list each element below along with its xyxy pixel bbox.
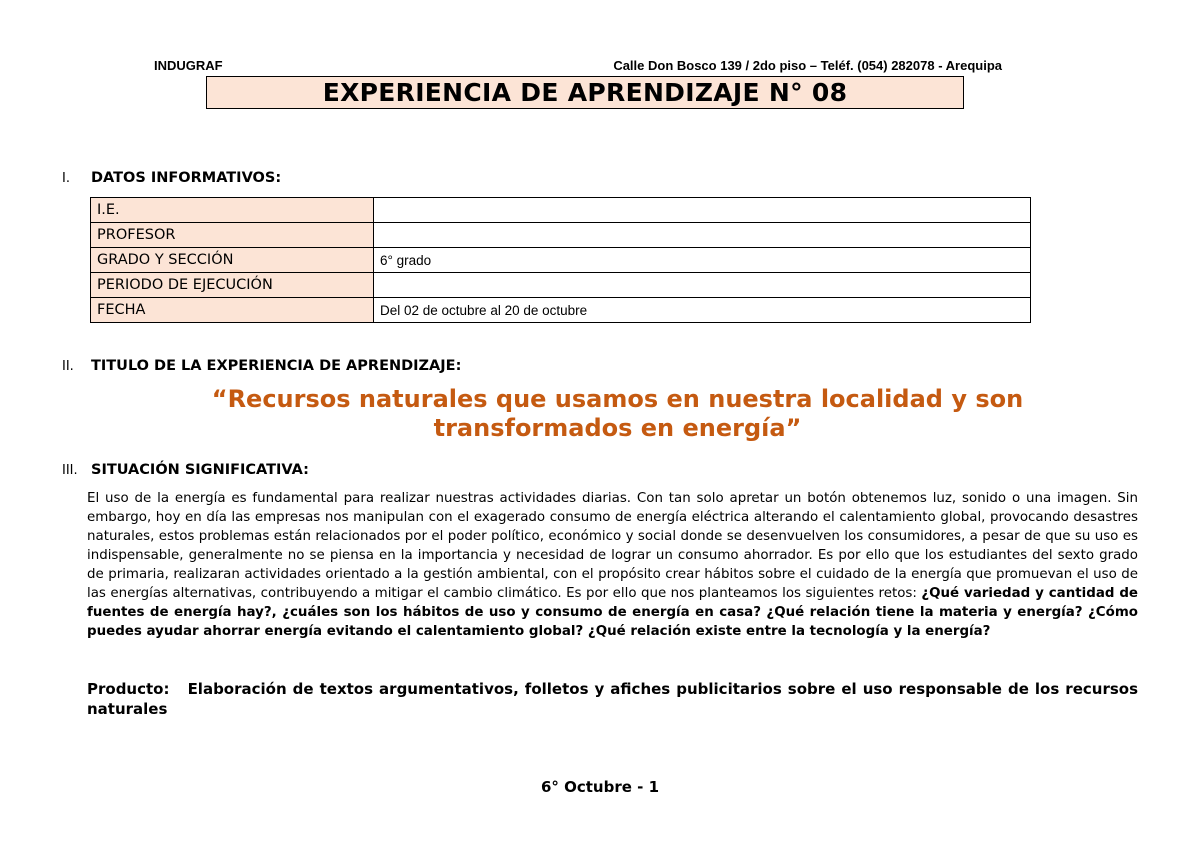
situation-questions: ¿Qué variedad y cantidad de fuentes de energía hay?, ¿cuáles son los hábitos de uso y consumo de energía en casa? ¿Qué relación tiene la materia y energía? ¿Cómo puedes ayudar ahorrar energía evitando el calentamiento global? ¿Qué relación existe entre la tecnología y la energía? xyxy=(87,586,1138,639)
product-description: Elaboración de textos argumentativos, folletos y afiches publicitarios sobre el uso responsable de los recursos naturales xyxy=(87,680,1139,718)
row-value-ie xyxy=(374,198,1031,223)
section-titulo-heading xyxy=(62,358,461,374)
row-value-fecha: Del 02 de octubre al 20 de octubre xyxy=(374,298,1031,323)
document-title-box xyxy=(206,76,964,109)
table-row xyxy=(91,198,1031,223)
section-datos-heading xyxy=(62,170,281,186)
header-address: Calle Don Bosco 139 / 2do piso – Teléf. (054) 282078 - Arequipa xyxy=(613,58,1002,73)
experience-title-line2: transformados en energía” xyxy=(433,414,802,442)
section-situacion-heading xyxy=(62,462,309,478)
row-label-fecha: FECHA xyxy=(91,298,374,323)
table-row xyxy=(91,223,1031,248)
section-number: II. xyxy=(62,359,74,374)
row-label-ie: I.E. xyxy=(91,198,374,223)
section-label: DATOS INFORMATIVOS: xyxy=(91,170,282,186)
row-label-profesor: PROFESOR xyxy=(91,223,374,248)
section-number: I. xyxy=(62,171,70,186)
situation-paragraph xyxy=(87,489,1138,641)
product-label: Producto: xyxy=(87,680,170,698)
row-value-profesor xyxy=(374,223,1031,248)
section-number: III. xyxy=(62,463,78,478)
situation-text: El uso de la energía es fundamental para realizar nuestras actividades diarias. Con tan solo apretar un botón obtenemos luz, sonido o una imagen. Sin embargo, hoy en día las empresas nos manipulan con el exagerado consumo de energía eléctrica alterando el calentamiento global, provocando desastres naturales, estos problemas están relacionados por el poder político, económico y social donde se desenvuelven los consumidores, a pesar de que su uso es indispensable, generalmente no se piensa en la importancia y necesidad de lograr un consumo ahorrador. Es por ello que los estudiantes del sexto grado de primaria, realizaran actividades orientado a la gestión ambiental, con el propósito crear hábitos sobre el cuidado de la energía que promuevan el uso de las energías alternativas, contribuyendo a mitigar el cambio climático. Es por ello que nos planteamos los siguientes retos: xyxy=(87,491,1138,601)
table-row xyxy=(91,273,1031,298)
experience-title-line1: “Recursos naturales que usamos en nuestra localidad y son xyxy=(211,385,1024,413)
row-value-periodo xyxy=(374,273,1031,298)
section-label: SITUACIÓN SIGNIFICATIVA: xyxy=(91,462,309,478)
table-row xyxy=(91,248,1031,273)
row-label-periodo: PERIODO DE EJECUCIÓN xyxy=(91,273,374,298)
experience-title xyxy=(90,385,1145,443)
section-label: TITULO DE LA EXPERIENCIA DE APRENDIZAJE: xyxy=(91,358,462,374)
product-paragraph xyxy=(87,679,1138,719)
row-value-grado: 6° grado xyxy=(374,248,1031,273)
page-footer: 6° Octubre - 1 xyxy=(540,778,660,796)
table-row xyxy=(91,298,1031,323)
document-title: EXPERIENCIA DE APRENDIZAJE N° 08 xyxy=(322,78,848,107)
row-label-grado: GRADO Y SECCIÓN xyxy=(91,248,374,273)
info-table xyxy=(90,197,1031,323)
header-company: INDUGRAF xyxy=(154,58,223,73)
